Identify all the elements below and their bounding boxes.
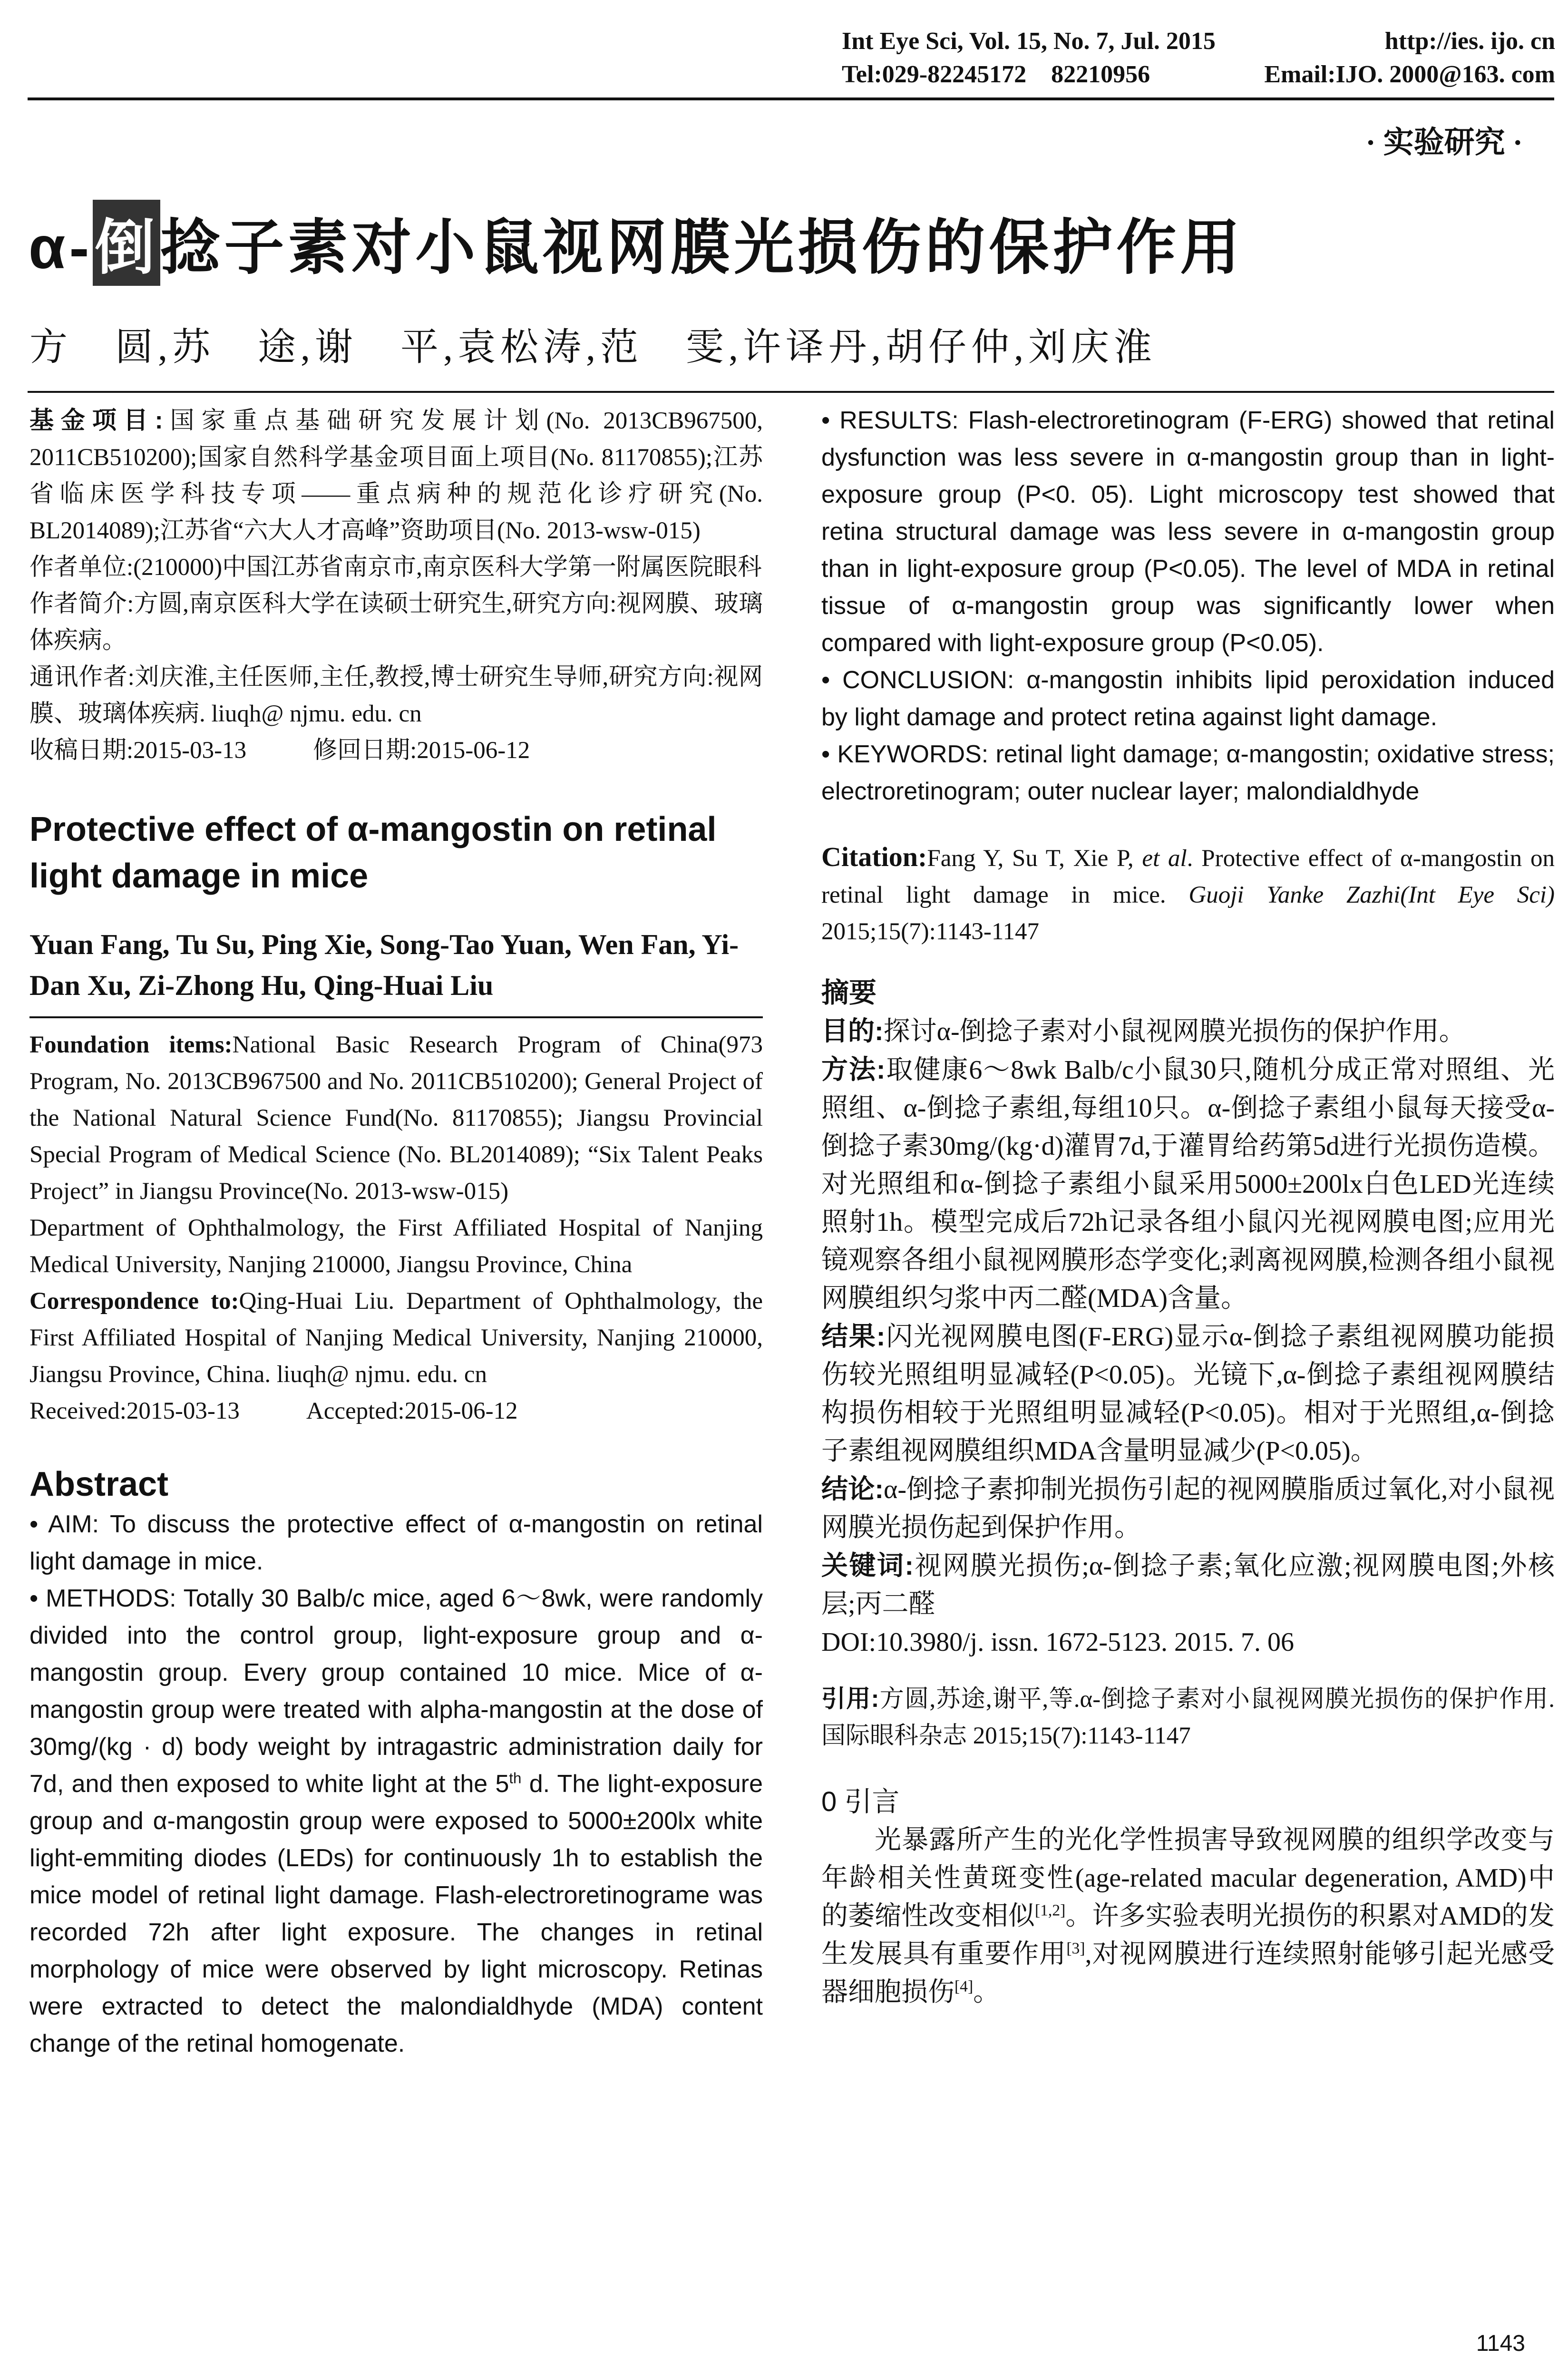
journal-tel: Tel:029-82245172 82210956 (842, 61, 1150, 88)
citation-cn: 引用:方圆,苏途,谢平,等.α-倒捻子素对小鼠视网膜光损伤的保护作用. 国际眼科杂志 2015;15(7):1143-1147 (821, 1685, 1555, 1749)
authors-cn: 方 圆,苏 途,谢 平,袁松涛,范 雯,许译丹,胡仔仲,刘庆淮 (29, 327, 1157, 369)
title-prefix: α- (29, 214, 93, 281)
title-cn (29, 200, 1244, 286)
reference-marker[interactable]: [4] (954, 1978, 974, 1996)
reference-marker[interactable]: [1,2] (1034, 1901, 1066, 1919)
dates-en: Received:2015-03-13 Accepted:2015-06-12 (29, 1398, 518, 1424)
correspondence-cn: 通讯作者:刘庆淮,主任医师,主任,教授,博士研究生导师,研究方向:视网膜、玻璃体疾病. liuqh@ njmu. edu. cn (29, 664, 763, 727)
journal-url[interactable]: http://ies. ijo. cn (1384, 28, 1555, 55)
journal-citation: Int Eye Sci, Vol. 15, No. 7, Jul. 2015 (842, 28, 1216, 55)
abstract-cn-keywords: 关键词:视网膜光损伤;α-倒捻子素;氧化应激;视网膜电图;外核层;丙二醛 (821, 1550, 1555, 1619)
dates-cn: 收稿日期:2015-03-13 修回日期:2015-06-12 (29, 737, 530, 764)
abstract-cn-objective: 目的:探讨α-倒捻子素对小鼠视网膜光损伤的保护作用。 (821, 1016, 1466, 1046)
page-number: 1143 (1476, 2331, 1525, 2356)
affiliation-cn: 作者单位:(210000)中国江苏省南京市,南京医科大学第一附属医院眼科 (29, 554, 762, 581)
authors-en: Yuan Fang, Tu Su, Ping Xie, Song-Tao Yuan, Wen Fan, Yi-Dan Xu, Zi-Zhong Hu, Qing-Huai Liu (29, 929, 739, 1001)
abstract-results: • RESULTS: Flash-electroretinogram (F-ERG) showed that retinal dysfunction was less severe in α-mangostin group than in light-exposure group (P<0. 05). Light microscopy test showed that retina structural damage was less severe in α-mangostin group than in light-exposure group (P<0.05). The level of MDA in retinal tissue of α-mangostin group was significantly lower when compared with light-exposure group (P<0.05). (821, 407, 1555, 657)
citation-en: Citation:Fang Y, Su T, Xie P, et al. Protective effect of α-mangostin on retinal light damage in mice. Guoji Yanke Zazhi(Int Eye Sci) 2015;15(7):1143-1147 (821, 841, 1555, 945)
abstract-cn-methods: 方法:取健康6～8wk Balb/c小鼠30只,随机分成正常对照组、光照组、α-倒捻子素组,每组10只。α-倒捻子素组小鼠每天接受α-倒捻子素30mg/(kg·d)灌胃7d,于灌胃给药第5d进行光损伤造模。对光照组和α-倒捻子素组小鼠采用5000±200lx白色LED光连续照射1h。模型完成后72h记录各组小鼠闪光视网膜电图;应用光镜观察各组小鼠视网膜形态学变化;剥离视网膜,检测各组小鼠视网膜组织匀浆中丙二醛(MDA)含量。 (821, 1054, 1555, 1313)
foundation-cn: 基金项目:国家重点基础研究发展计划(No. 2013CB967500, 2011CB510200);国家自然科学基金项目面上项目(No. 81170855);江苏省临床医学科技专项——重点病种的规范化诊疗研究(No. BL2014089);江苏省“六大人才高峰”资助项目(No. 2013-wsw-015) (29, 407, 763, 544)
correspondence-en: Correspondence to:Qing-Huai Liu. Department of Ophthalmology, the First Affiliated Hospital of Nanjing Medical University, Nanjing 210000, Jiangsu Province, China. liuqh@ njmu. edu. cn (29, 1288, 763, 1388)
abstract-conclusion: • CONCLUSION: α-mangostin inhibits lipid peroxidation induced by light damage and protect retina against light damage. (821, 666, 1555, 731)
title-rule (28, 391, 1554, 393)
journal-email[interactable]: Email:IJO. 2000@163. com (1264, 61, 1555, 88)
intro-paragraph: 光暴露所产生的光化学性损害导致视网膜的组织学改变与年龄相关性黄斑变性(age-related macular degeneration, AMD)中的萎缩性改变相似[1,2]。许多实验表明光损伤的积累对AMD的发生发展具有重要作用[3],对视网膜进行连续照射能够引起光感受器细胞损伤[4]。 (821, 1825, 1555, 2007)
abstract-cn-heading: 摘要 (821, 977, 877, 1008)
left-column (29, 402, 763, 2062)
abstract-cn-conclusion: 结论:α-倒捻子素抑制光损伤引起的视网膜脂质过氧化,对小鼠视网膜光损伤起到保护作用。 (821, 1474, 1555, 1542)
column-tag: · 实验研究 · (1365, 126, 1523, 159)
abstract-methods: • METHODS: Totally 30 Balb/c mice, aged 6～8wk, were randomly divided into the control group, light-exposure group and α-mangostin group. Every group contained 10 mice. Mice of α-mangostin group were treated with alpha-mangostin at the dose of 30mg/(kg · d) body weight by intragastric administration daily for 7d, and then exposed to white light at the 5th d. The light-exposure group and α-mangostin group were exposed to 5000±200lx white light-emmiting diodes (LEDs) for continuously 1h to establish the mice model of retinal light damage. Flash-electroretinograme was recorded 72h after light exposure. The changes in retinal morphology of mice were observed by light microscopy. Retinas were extracted to detect the malondialdhyde (MDA) content change of the retinal homogenate. (29, 1585, 763, 2057)
abstract-heading: Abstract (29, 1465, 169, 1503)
doi[interactable]: DOI:10.3980/j. issn. 1672-5123. 2015. 7. 06 (821, 1627, 1294, 1657)
right-column (821, 402, 1555, 2011)
intro-heading: 0 引言 (821, 1786, 900, 1817)
title-en: Protective effect of α-mangostin on retinal light damage in mice (29, 810, 717, 895)
title-highlight: 倒 (93, 200, 160, 286)
abstract-cn-results: 结果:闪光视网膜电图(F-ERG)显示α-倒捻子素组视网膜功能损伤较光照组明显减轻(P<0.05)。光镜下,α-倒捻子素组视网膜结构损伤相较于光照组明显减轻(P<0.05)。相对于光照组,α-倒捻子素组视网膜组织MDA含量明显减少(P<0.05)。 (821, 1321, 1555, 1466)
bio-cn: 作者简介:方圆,南京医科大学在读硕士研究生,研究方向:视网膜、玻璃体疾病。 (29, 591, 763, 654)
header-rule (28, 97, 1554, 100)
department-en: Department of Ophthalmology, the First Affiliated Hospital of Nanjing Medical University, Nanjing 210000, Jiangsu Province, China (29, 1215, 763, 1278)
foundation-en: Foundation items:National Basic Research Program of China(973 Program, No. 2013CB967500 and No. 2011CB510200); General Project of the National Natural Science Fund(No. 81170855); Jiangsu Provincial Special Program of Medical Science (No. BL2014089); “Six Talent Peaks Project” in Jiangsu Province(No. 2013-wsw-015) (29, 1032, 763, 1205)
abstract-keywords: • KEYWORDS: retinal light damage; α-mangostin; oxidative stress; electroretinogram; outer nuclear layer; malondialdhyde (821, 740, 1555, 805)
reference-marker[interactable]: [3] (1066, 1939, 1085, 1958)
title-rest: 捻子素对小鼠视网膜光损伤的保护作用 (160, 214, 1244, 281)
running-header (842, 25, 1555, 91)
abstract-aim: • AIM: To discuss the protective effect of α-mangostin on retinal light damage in mice. (29, 1510, 763, 1575)
